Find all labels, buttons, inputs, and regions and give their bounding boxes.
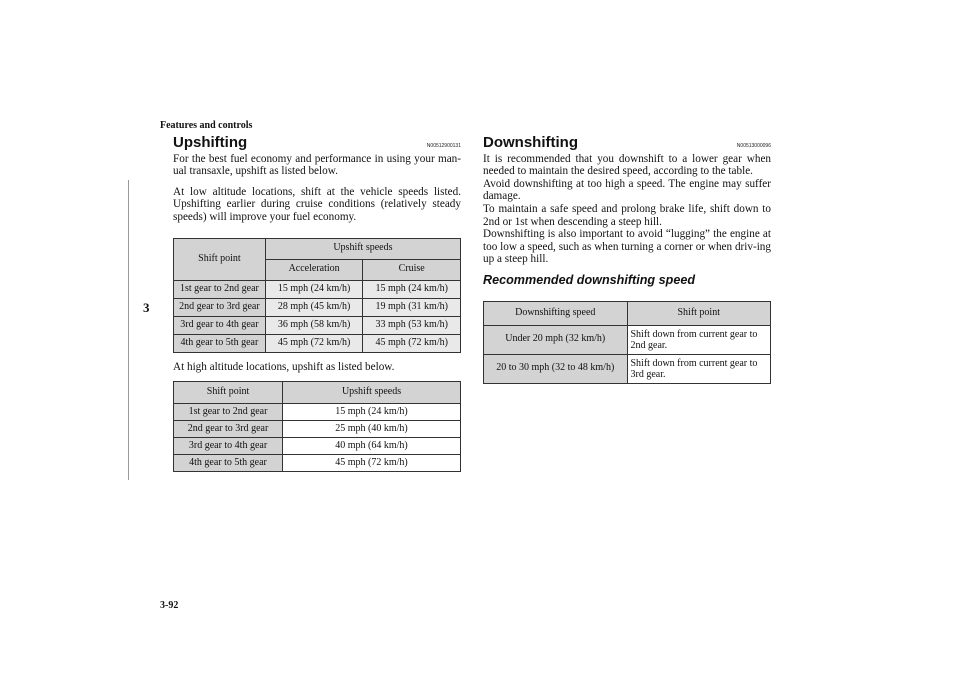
table-cell: 40 mph (64 km/h): [283, 438, 461, 455]
upshifting-title: Upshifting: [173, 134, 248, 151]
running-header: Features and controls: [160, 120, 253, 131]
upshifting-para-2: At low altitude locations, shift at the vehicle speeds listed. Upshifting earlier during cruise conditions (relatively steady speeds) will improve your fuel economy.: [173, 185, 461, 223]
table-cell: 28 mph (45 km/h): [265, 298, 363, 316]
table-header-acceleration: Acceleration: [265, 259, 363, 280]
page-number: 3-92: [160, 600, 179, 611]
low-altitude-upshift-table: [173, 238, 461, 353]
downshifting-para-1: It is recommended that you downshift to a lower gear when needed to maintain the desired speed, according to the table.: [483, 152, 771, 178]
table-cell: 19 mph (31 km/h): [363, 298, 461, 316]
table-cell: 15 mph (24 km/h): [363, 280, 461, 298]
table-cell: 15 mph (24 km/h): [265, 280, 363, 298]
table-row: [174, 438, 461, 455]
table-header-shift-point: Shift point: [174, 382, 283, 404]
table-cell: 4th gear to 5th gear: [174, 455, 283, 472]
downshifting-code: N00513000096: [736, 143, 771, 149]
table-row: [484, 325, 771, 354]
table-cell: Shift down from current gear to 2nd gear.: [627, 325, 771, 354]
table-cell: 4th gear to 5th gear: [174, 334, 266, 352]
table-cell: 20 to 30 mph (32 to 48 km/h): [484, 354, 628, 383]
downshifting-para-4: Downshifting is also important to avoid “lugging” the engine at too low a speed, such as when turning a corner or when driv-ing up a steep hill.: [483, 228, 771, 266]
table-cell: 2nd gear to 3rd gear: [174, 421, 283, 438]
table-header-upshift-speeds: Upshift speeds: [283, 382, 461, 404]
upshifting-para-1: For the best fuel economy and performance in using your man-ual transaxle, upshift as listed below.: [173, 152, 461, 178]
table-cell: 1st gear to 2nd gear: [174, 280, 266, 298]
table-cell: 1st gear to 2nd gear: [174, 404, 283, 421]
table-cell: 2nd gear to 3rd gear: [174, 298, 266, 316]
table-row: [174, 298, 461, 316]
table-header-downshifting-speed: Downshifting speed: [484, 301, 628, 325]
table-cell: 36 mph (58 km/h): [265, 316, 363, 334]
downshifting-title: Downshifting: [483, 134, 578, 151]
downshifting-speed-table: [483, 301, 771, 384]
table-header-shift-point: Shift point: [627, 301, 771, 325]
table-row: [174, 280, 461, 298]
table-row: [174, 316, 461, 334]
downshifting-heading-row: [483, 134, 771, 153]
downshifting-para-2: Avoid downshifting at too high a speed. The engine may suffer damage.: [483, 177, 771, 203]
table-row: [174, 334, 461, 352]
high-altitude-upshift-table: [173, 381, 461, 472]
table-cell: 45 mph (72 km/h): [363, 334, 461, 352]
table-cell: 15 mph (24 km/h): [283, 404, 461, 421]
upshifting-para-3: At high altitude locations, upshift as listed below.: [173, 360, 395, 373]
upshifting-code: N00512900131: [426, 143, 461, 149]
table-header-cruise: Cruise: [363, 259, 461, 280]
table-cell: 45 mph (72 km/h): [265, 334, 363, 352]
upshifting-section: [173, 134, 461, 472]
table-header-shift-point: Shift point: [174, 238, 266, 280]
chapter-tab-divider: [128, 180, 129, 480]
table-row: [174, 421, 461, 438]
upshifting-heading-row: [173, 134, 461, 153]
table-cell: 3rd gear to 4th gear: [174, 316, 266, 334]
table-cell: Shift down from current gear to 3rd gear.: [627, 354, 771, 383]
downshifting-subtitle: Recommended downshifting speed: [483, 272, 696, 287]
table-row: [174, 404, 461, 421]
table-row: [174, 455, 461, 472]
table-cell: Under 20 mph (32 km/h): [484, 325, 628, 354]
table-row: [484, 354, 771, 383]
chapter-number: 3: [143, 300, 150, 315]
table-cell: 3rd gear to 4th gear: [174, 438, 283, 455]
table-header-upshift-speeds: Upshift speeds: [265, 238, 460, 259]
downshifting-section: [483, 134, 771, 384]
downshifting-para-3: To maintain a safe speed and prolong brake life, shift down to 2nd or 1st when descending a steep hill.: [483, 202, 771, 228]
table-cell: 33 mph (53 km/h): [363, 316, 461, 334]
table-cell: 45 mph (72 km/h): [283, 455, 461, 472]
table-cell: 25 mph (40 km/h): [283, 421, 461, 438]
